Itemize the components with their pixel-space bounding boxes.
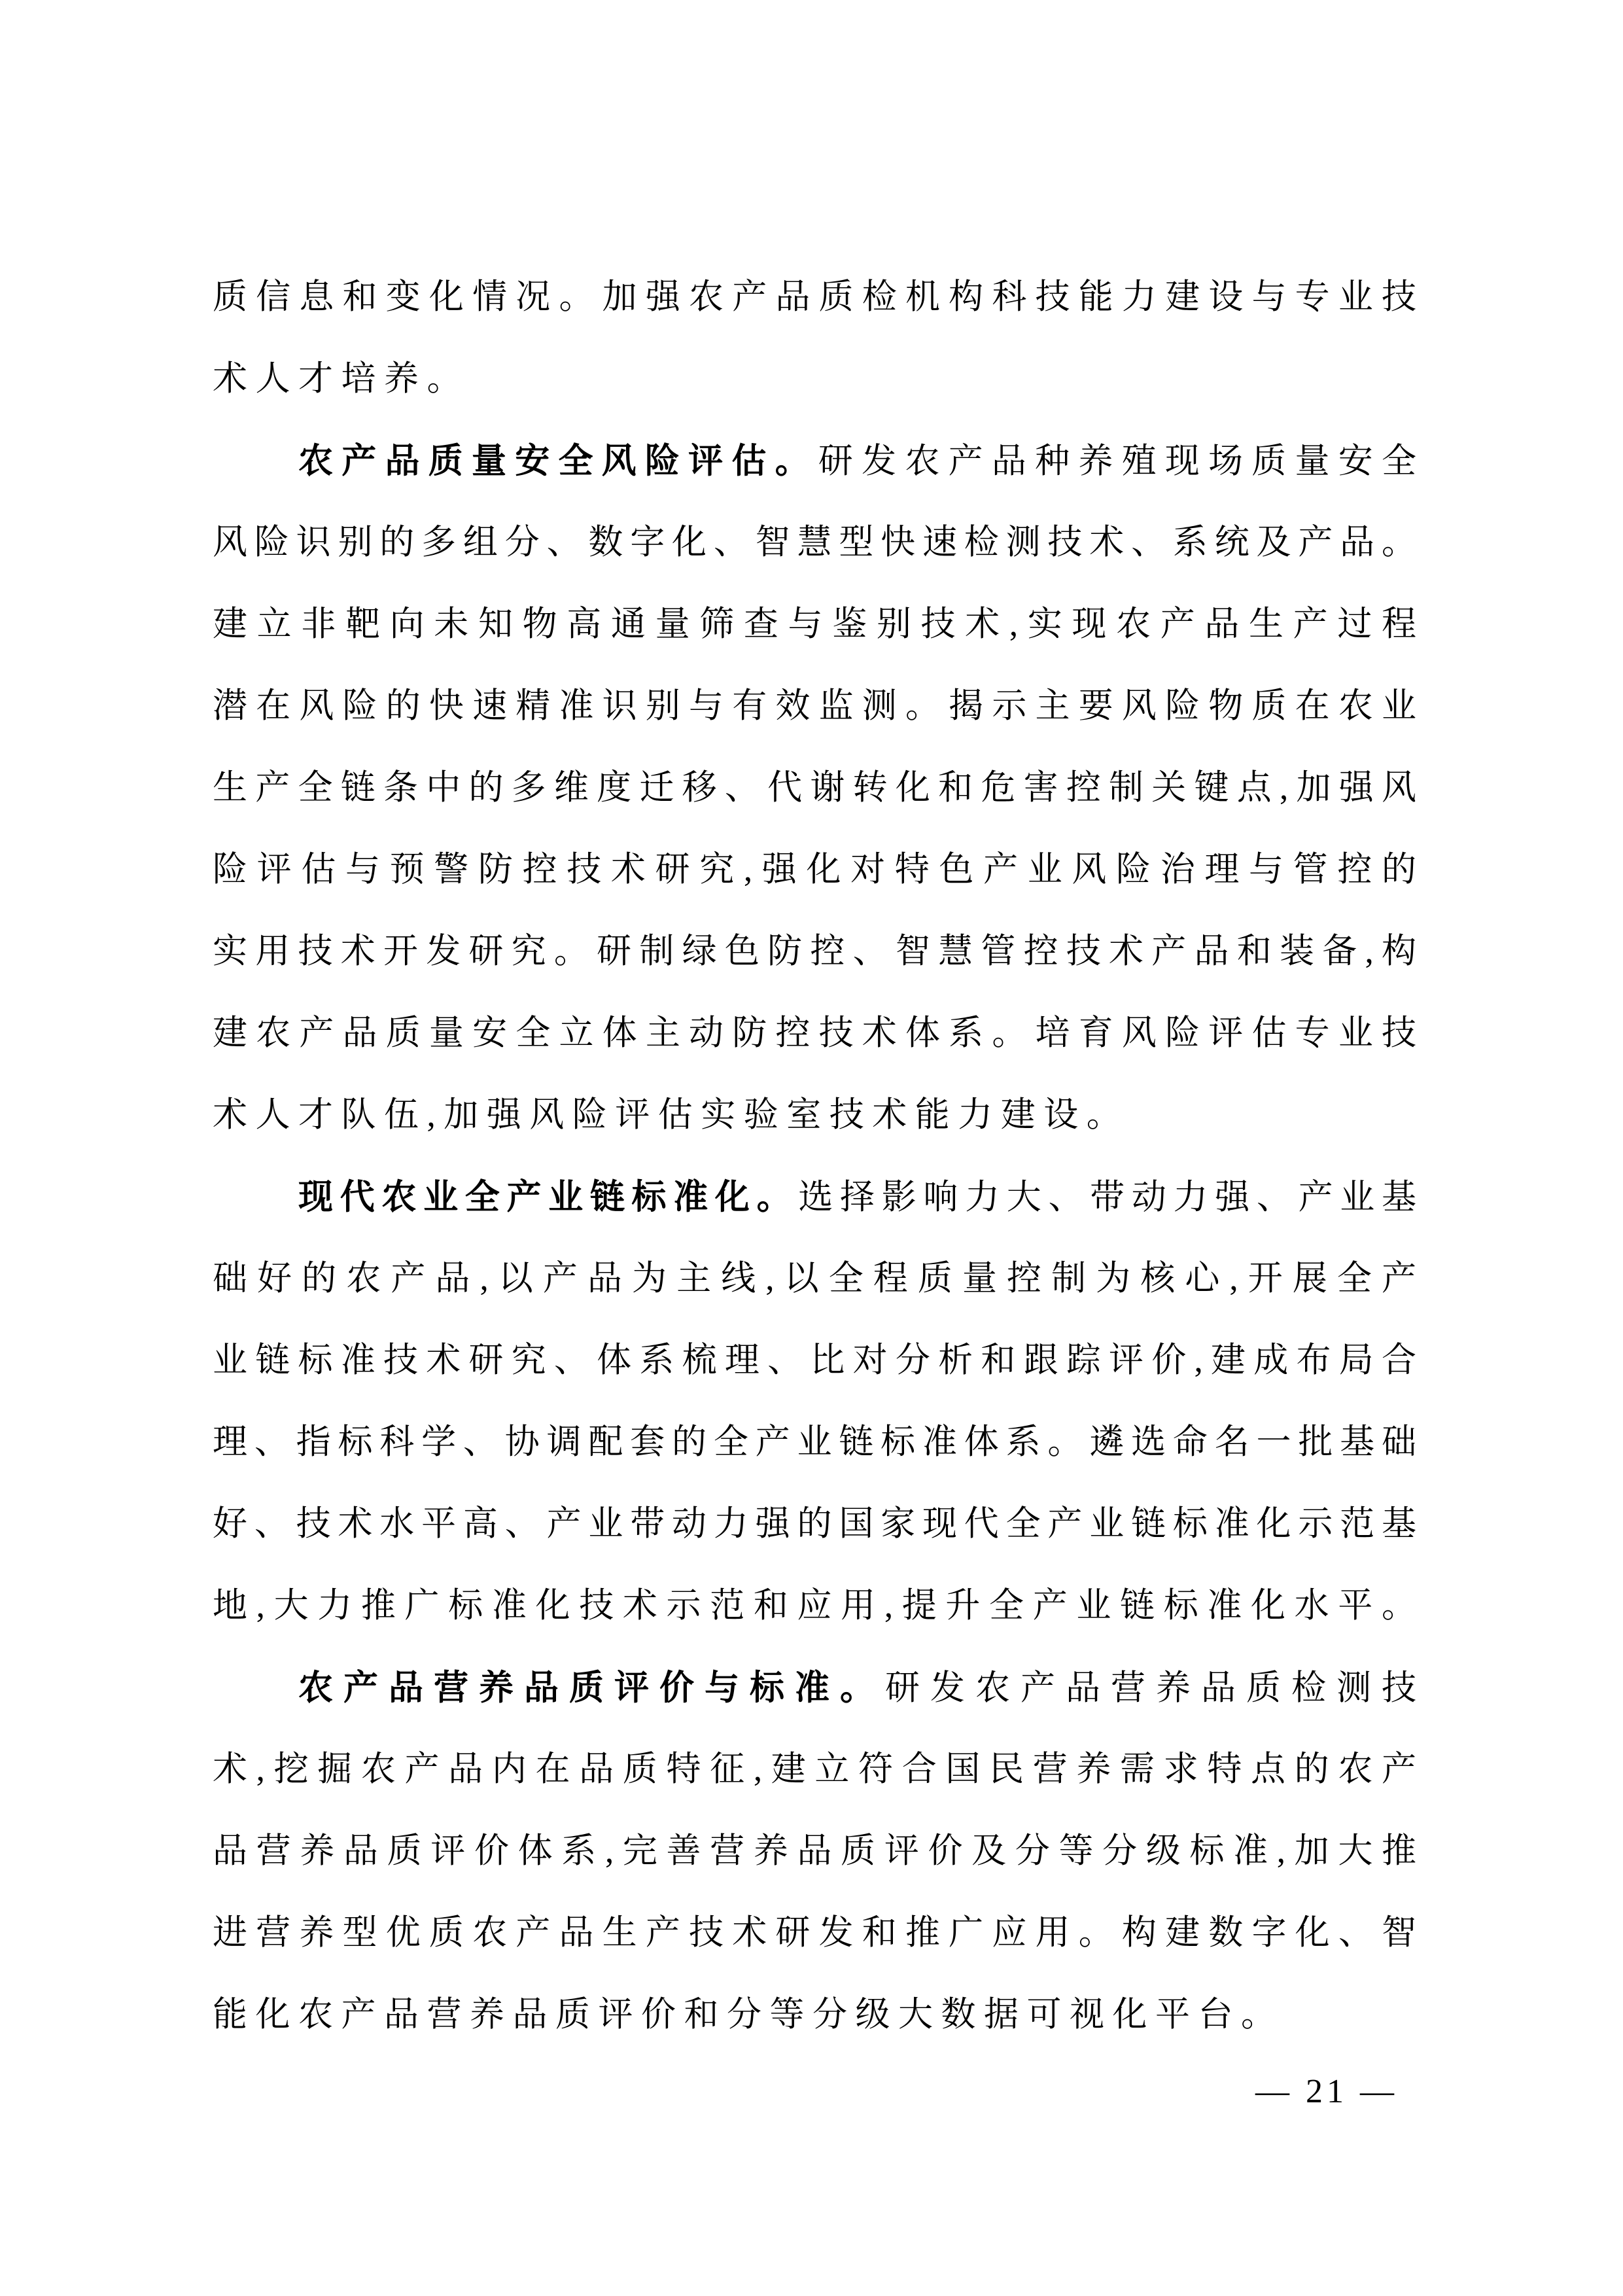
page-content [213, 256, 1416, 2056]
paragraph-heading-line [213, 1647, 1416, 1729]
line-text: 品营养品质评价体系,完善营养品质评价及分等分级标准,加大推 [213, 1832, 1416, 1870]
text-line [213, 747, 1416, 829]
line-text: 进营养型优质农产品生产技术研发和推广应用。构建数字化、智 [213, 1914, 1416, 1952]
text-line [213, 1074, 1416, 1156]
line-text: 术人才培养。 [213, 360, 470, 398]
text-line [213, 1892, 1416, 1974]
line-text: 生产全链条中的多维度迁移、代谢转化和危害控制关键点,加强风 [213, 769, 1416, 807]
text-line [213, 993, 1416, 1074]
page-number: — 21 — [1255, 2073, 1398, 2110]
line-text: 建立非靶向未知物高通量筛查与鉴别技术,实现农产品生产过程 [213, 605, 1416, 643]
text-line [213, 1810, 1416, 1892]
text-line [213, 1729, 1416, 1810]
line-text: 业链标准技术研究、体系梳理、比对分析和跟踪评价,建成布局合 [213, 1341, 1416, 1379]
line-text: 质信息和变化情况。加强农产品质检机构科技能力建设与专业技 [213, 278, 1416, 316]
line-text: 术,挖掘农产品内在品质特征,建立符合国民营养需求特点的农产 [213, 1750, 1416, 1788]
line-text: 术人才队伍,加强风险评估实验室技术能力建设。 [213, 1096, 1130, 1134]
text-line [213, 256, 1416, 338]
line-text: 研发农产品营养品质检测技 [885, 1669, 1416, 1707]
text-line [213, 911, 1416, 993]
heading-bold-text: 农产品质量安全风险评估。 [298, 442, 818, 480]
line-text: 选择影响力大、带动力强、产业基 [798, 1178, 1416, 1216]
text-line [213, 1402, 1416, 1483]
paragraph-heading-line [213, 1156, 1416, 1238]
paragraph-heading-line [213, 420, 1416, 502]
text-line [213, 502, 1416, 584]
line-text: 实用技术开发研究。研制绿色防控、智慧管控技术产品和装备,构 [213, 932, 1416, 970]
text-line [213, 829, 1416, 911]
line-text: 研发农产品种养殖现场质量安全 [818, 442, 1416, 480]
heading-bold-text: 农产品营养品质评价与标准。 [298, 1669, 885, 1707]
text-line [213, 1565, 1416, 1647]
text-line [213, 1320, 1416, 1402]
line-text: 建农产品质量安全立体主动防控技术体系。培育风险评估专业技 [213, 1014, 1416, 1052]
text-line [213, 584, 1416, 665]
line-text: 地,大力推广标准化技术示范和应用,提升全产业链标准化水平。 [213, 1587, 1416, 1625]
text-line [213, 1238, 1416, 1320]
line-text: 险评估与预警防控技术研究,强化对特色产业风险治理与管控的 [213, 851, 1416, 889]
text-line [213, 665, 1416, 747]
text-line [213, 1483, 1416, 1565]
line-text: 理、指标科学、协调配套的全产业链标准体系。遴选命名一批基础 [213, 1423, 1416, 1461]
line-text: 潜在风险的快速精准识别与有效监测。揭示主要风险物质在农业 [213, 687, 1416, 725]
line-text: 能化农产品营养品质评价和分等分级大数据可视化平台。 [213, 1996, 1284, 2034]
text-line [213, 338, 1416, 420]
line-text: 础好的农产品,以产品为主线,以全程质量控制为核心,开展全产 [213, 1260, 1416, 1298]
line-text: 好、技术水平高、产业带动力强的国家现代全产业链标准化示范基 [213, 1505, 1416, 1543]
line-text: 风险识别的多组分、数字化、智慧型快速检测技术、系统及产品。 [213, 523, 1416, 561]
text-line [213, 1974, 1416, 2056]
heading-bold-text: 现代农业全产业链标准化。 [298, 1178, 799, 1216]
